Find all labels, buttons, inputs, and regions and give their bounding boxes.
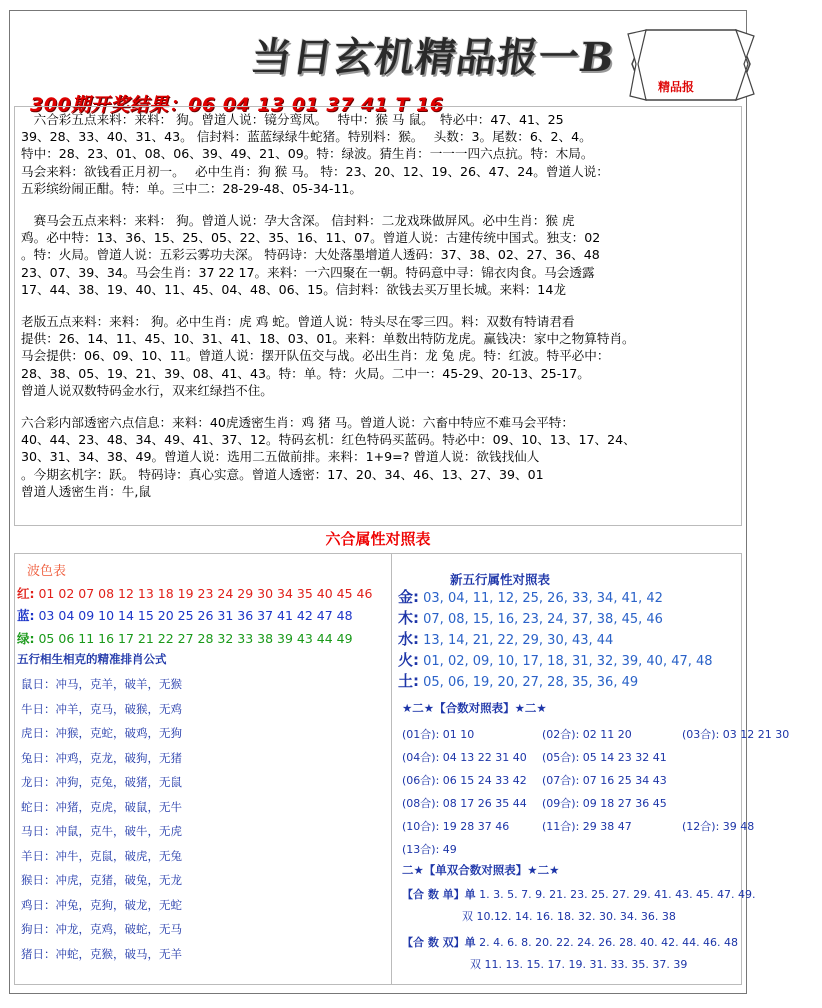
heshu-group: (05合): 05 14 23 32 41: [542, 751, 667, 764]
zodiac-rule-row: 猪日：冲蛇，克猴，破马，无羊: [21, 946, 182, 961]
draw-result: 300期开奖结果：06 04 13 01 37 41 T 16: [30, 94, 444, 116]
wave-row-green: 绿: 05 06 11 16 17 21 22 27 28 32 33 38 39 43 44 49: [17, 631, 353, 646]
heshu-row: [402, 726, 822, 742]
heshu-row: [402, 749, 682, 765]
attribute-section: [14, 553, 790, 985]
zodiac-rule-row: 羊日：冲牛，克鼠，破虎，无兔: [21, 848, 182, 863]
zodiac-rule-row: 鸡日：冲兔，克狗，破龙，无蛇: [21, 897, 182, 912]
formula-title: 五行相生相克的精准排肖公式: [17, 652, 167, 666]
left-column: [15, 554, 391, 984]
danshuang-title: 二★【单双合数对照表】★二★: [402, 863, 560, 877]
right-column: [392, 554, 790, 984]
wave-row-blue: 蓝: 03 04 09 10 14 15 20 25 26 31 36 37 41 42 47 48: [17, 608, 353, 623]
heshu-group: (11合): 29 38 47: [542, 820, 632, 833]
heshu-row: [402, 795, 682, 811]
heshu-group: (12合): 39 48: [682, 820, 755, 833]
heshu-group: (09合): 09 18 27 36 45: [542, 797, 667, 810]
wuxing-element-label: 火:: [398, 651, 419, 669]
shuang-row-1: 【合 数 双】单 2. 4. 6. 8. 20. 22. 24. 26. 28. 40. 42. 44. 46. 48: [402, 936, 739, 949]
zodiac-rule-row: 鼠日：冲马，克羊，破羊，无猴: [21, 677, 182, 691]
zodiac-rule-row: 猴日：冲虎，克猪，破兔，无龙: [21, 873, 182, 887]
wuxing-numbers: 13, 14, 21, 22, 29, 30, 43, 44: [423, 633, 614, 648]
shuang-row-2: 双 11. 13. 15. 17. 19. 31. 33. 35. 37. 39: [470, 958, 688, 971]
heshu-group: (07合): 07 16 25 34 43: [542, 774, 667, 787]
paragraph-neibu: 六合彩内部透密六点信息：来料：40虎透密生肖：鸡 猪 马。曾道人说：六畜中特应不难马会平特： 40、44、23、48、34、49、41、37、12。特码玄机：红色特码买蓝码。特必中：09、10、13、17、24、 30、31、34、38、49。曾道人说：选用二五做前排。来料：1+9=? 曾道人说：欲钱找仙人 。今期玄机字：跃。 特码诗：真心实意。曾道人透密：17、20、34、46、13、27、39、01 曾道人透密生肖：牛,鼠: [21, 415, 636, 499]
heshu-group: (13合): 49: [402, 843, 457, 856]
wuxing-row: [398, 607, 663, 628]
zodiac-rule-row: 龙日：冲狗，克兔，破猪，无鼠: [21, 775, 182, 789]
wuxing-numbers: 07, 08, 15, 16, 23, 24, 37, 38, 45, 46: [423, 612, 663, 627]
wuxing-element-label: 金:: [398, 588, 419, 606]
heshu-group: (06合): 06 15 24 33 42: [402, 774, 527, 787]
page-title: 当日玄机精品报一B: [248, 34, 618, 81]
wave-row-red: 红: 01 02 07 08 12 13 18 19 23 24 29 30 34 35 40 45 46: [17, 586, 373, 601]
heshu-title: ★二★【合数对照表】★二★: [402, 701, 547, 715]
zodiac-rule-row: 蛇日：冲猪，克虎，破鼠，无牛: [21, 799, 182, 814]
dan-row-2: 双 10.12. 14. 16. 18. 32. 30. 34. 36. 38: [462, 910, 676, 923]
heshu-group: (02合): 02 11 20: [542, 728, 632, 741]
zodiac-rule-row: 虎日：冲猴，克蛇，破鸡，无狗: [21, 726, 182, 740]
wuxing-element-label: 水:: [398, 630, 419, 648]
zodiac-rule-row: 狗日：冲龙，克鸡，破蛇，无马: [21, 922, 182, 936]
dan-row-1: 【合 数 单】单 1. 3. 5. 7. 9. 21. 23. 25. 27. 29. 41. 43. 45. 47. 49.: [402, 888, 756, 901]
header: [12, 12, 744, 116]
wuxing-numbers: 05, 06, 19, 20, 27, 28, 35, 36, 49: [423, 675, 639, 690]
paragraph-laoban: 老版五点来料：来料： 狗。必中生肖：虎 鸡 蛇。曾道人说：特头尽在零三四。料：双数有特请君看 提供：26、14、11、45、10、31、41、18、03、01。来料：单数出特防龙虎。赢钱决：家中之物算特肖。 马会提供：06、09、10、11。曾道人说：摆开队伍交与战。必出生肖：龙 兔 虎。特：红波。特平必中： 28、38、05、19、21、39、08、41、43。特：单。特：火局。二中一：45-29、20-13、25-17。 曾道人说双数特码金水行，双来红绿挡不住。: [21, 314, 635, 398]
heshu-group: (04合): 04 13 22 31 40: [402, 751, 527, 764]
wuxing-row: [398, 586, 663, 607]
zodiac-rule-row: 马日：冲鼠，克牛，破牛，无虎: [21, 824, 182, 838]
wave-title: 波色表: [27, 564, 67, 579]
heshu-group: (08合): 08 17 26 35 44: [402, 797, 527, 810]
wuxing-row: [398, 649, 713, 670]
paragraph-saimahui: 赛马会五点来料：来料： 狗。曾道人说：孕大含深。 信封料：二龙戏珠做屏风。必中生肖：猴 虎 鸡。必中特：13、36、15、25、05、22、35、16、11、07。曾道人说：古建传统中国式。独支：02 。特：火局。曾道人说：五彩云雾功夫深。 特码诗：大处落墨增道人透码：37、38、02、27、36、48 23、07、39、34。马会生肖：37 22 17。来料：一六四聚在一朝。特码意中寻：锦衣肉食。马会透露 17、44、38、19、40、11、45、04、48、06、15。信封料：欲钱去买万里长城。来料：14龙: [21, 213, 601, 297]
wuxing-row: [398, 670, 638, 691]
wuxing-numbers: 03, 04, 11, 12, 25, 26, 33, 34, 41, 42: [423, 591, 663, 606]
badge-label: 精品报: [658, 80, 695, 94]
zodiac-rule-row: 牛日：冲羊，克马，破猴，无鸡: [21, 701, 182, 716]
info-section: [14, 106, 742, 526]
zodiac-rule-row: 兔日：冲鸡，克龙，破狗，无猪: [21, 750, 182, 765]
wuxing-row: [398, 628, 613, 649]
heshu-group: (10合): 19 28 37 46: [402, 820, 510, 833]
heshu-row: [402, 818, 822, 834]
wuxing-element-label: 木:: [398, 609, 419, 627]
heshu-group: (03合): 03 12 21 30: [682, 728, 790, 741]
wuxing-element-label: 土:: [398, 672, 419, 690]
heshu-group: (01合): 01 10: [402, 728, 475, 741]
heshu-row: [402, 841, 542, 857]
wuxing-title: 新五行属性对照表: [450, 572, 551, 587]
heshu-row: [402, 772, 682, 788]
wuxing-numbers: 01, 02, 09, 10, 17, 18, 31, 32, 39, 40, 47, 48: [423, 654, 713, 669]
attribute-table-title: 六合属性对照表: [325, 530, 431, 548]
paragraph-liuhecai: 六合彩五点来料：来料： 狗。曾道人说：镜分鸾凤。 特中：猴 马 鼠。 特必中：47、41、25 39、28、33、40、31、43。 信封料：蓝蓝绿绿牛蛇猪。特别料：猴。 头数：3。尾数：6、2、4。 特中：28、23、01、08、06、39、49、21、09。特：绿波。猜生肖：一一一四六点抗。特：木局。 马会来料：欲钱看正月初一。 必中生肖：狗 猴 马。 特：23、20、12、19、26、47、24。曾道人说： 五彩缤纷闹正酣。特：单。三中二：28-29-48、05-34-11。: [21, 112, 609, 196]
